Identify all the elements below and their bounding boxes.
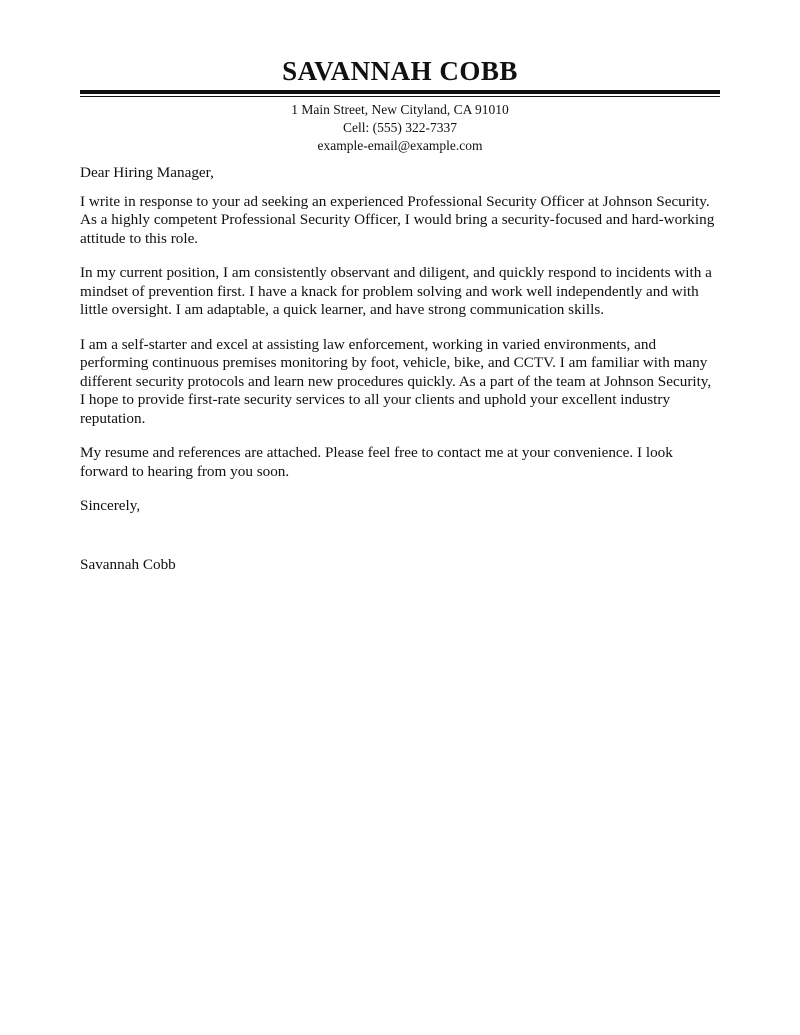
closing: Sincerely,	[80, 497, 141, 514]
contact-address: 1 Main Street, New Cityland, CA 91010	[291, 102, 509, 117]
paragraph-2: In my current position, I am consistently observant and diligent, and quickly respond to incidents with a mindset of prevention first. I have a knack for problem solving and work well independently and with little oversight. I am adaptable, a quick learner, and have strong communication skills.	[80, 264, 712, 318]
salutation: Dear Hiring Manager,	[80, 164, 214, 181]
contact-block	[80, 101, 720, 155]
signature-name: Savannah Cobb	[80, 555, 176, 573]
paragraph-4: My resume and references are attached. Please feel free to contact me at your convenience. I look forward to hearing from you soon.	[80, 444, 673, 480]
contact-phone: Cell: (555) 322-7337	[343, 120, 457, 135]
paragraph-1: I write in response to your ad seeking an experienced Professional Security Officer at Johnson Security. As a highly competent Professional Security Officer, I would bring a security-focused and hard-working attitude to this role.	[80, 192, 715, 247]
letter-body	[80, 164, 720, 574]
applicant-name-heading: SAVANNAH COBB	[282, 56, 518, 86]
header-divider-thick	[80, 90, 720, 94]
header-divider-thin	[80, 96, 720, 97]
paragraph-3: I am a self-starter and excel at assisting law enforcement, working in varied environments, and performing continuous premises monitoring by foot, vehicle, bike, and CCTV. I am familiar with many different security protocols and learn new procedures quickly. As a part of the team at Johnson Security, I hope to provide first-rate security services to all your clients and uphold your excellent industry reputation.	[80, 335, 712, 427]
contact-email: example-email@example.com	[317, 138, 483, 153]
